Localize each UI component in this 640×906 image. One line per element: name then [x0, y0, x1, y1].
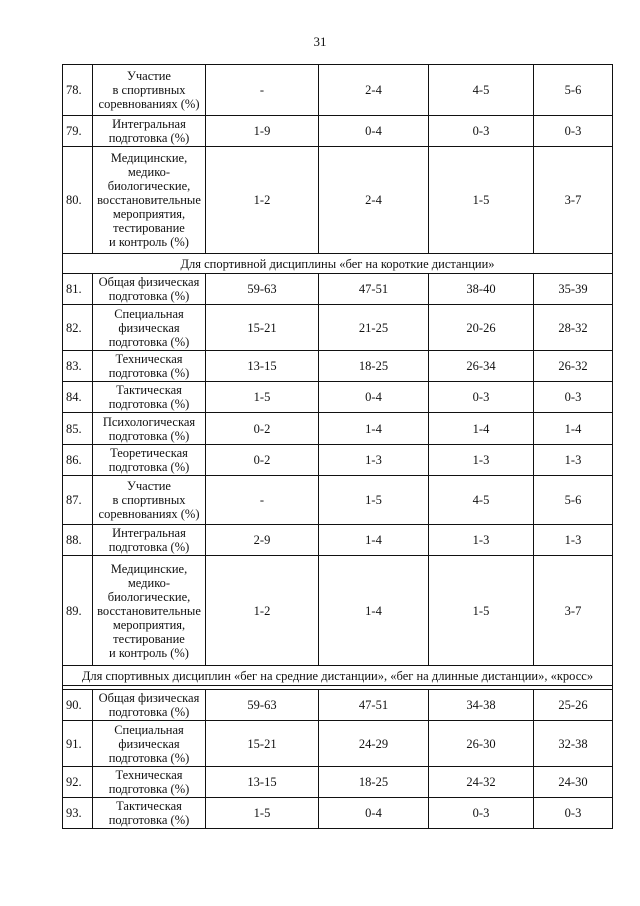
value-stage-1: 1-9 — [206, 116, 319, 147]
value-stage-1: 1-2 — [206, 147, 319, 254]
value-stage-1: 0-2 — [206, 413, 319, 445]
row-label: Психологическая подготовка (%) — [93, 413, 206, 445]
value-stage-1: - — [206, 65, 319, 116]
row-label: Участие в спортивных соревнованиях (%) — [93, 65, 206, 116]
value-stage-3: 0-3 — [429, 798, 534, 829]
value-stage-4: 0-3 — [534, 382, 613, 413]
value-stage-4: 32-38 — [534, 721, 613, 767]
row-number: 84. — [63, 382, 93, 413]
value-stage-2: 1-3 — [319, 445, 429, 476]
value-stage-3: 4-5 — [429, 476, 534, 525]
row-number: 86. — [63, 445, 93, 476]
table-row — [63, 690, 613, 721]
value-stage-2: 1-5 — [319, 476, 429, 525]
row-number: 93. — [63, 798, 93, 829]
value-stage-1: 2-9 — [206, 525, 319, 556]
row-number: 92. — [63, 767, 93, 798]
row-number: 83. — [63, 351, 93, 382]
training-ratio-table — [62, 64, 613, 829]
value-stage-3: 38-40 — [429, 274, 534, 305]
value-stage-2: 0-4 — [319, 116, 429, 147]
row-number: 88. — [63, 525, 93, 556]
table-row — [63, 274, 613, 305]
row-label: Медицинские, медико- биологические, восстановительные мероприятия, тестирование и контроль (%) — [93, 556, 206, 666]
value-stage-2: 24-29 — [319, 721, 429, 767]
row-number: 91. — [63, 721, 93, 767]
value-stage-4: 24-30 — [534, 767, 613, 798]
value-stage-1: 1-2 — [206, 556, 319, 666]
value-stage-4: 1-4 — [534, 413, 613, 445]
row-number: 78. — [63, 65, 93, 116]
value-stage-2: 47-51 — [319, 274, 429, 305]
value-stage-4: 1-3 — [534, 525, 613, 556]
value-stage-2: 18-25 — [319, 767, 429, 798]
value-stage-2: 1-4 — [319, 413, 429, 445]
table-row — [63, 382, 613, 413]
row-number: 79. — [63, 116, 93, 147]
table-row — [63, 476, 613, 525]
row-label: Участие в спортивных соревнованиях (%) — [93, 476, 206, 525]
value-stage-4: 35-39 — [534, 274, 613, 305]
value-stage-3: 1-4 — [429, 413, 534, 445]
row-label: Тактическая подготовка (%) — [93, 382, 206, 413]
value-stage-3: 1-5 — [429, 556, 534, 666]
value-stage-1: 15-21 — [206, 305, 319, 351]
row-number: 87. — [63, 476, 93, 525]
value-stage-4: 5-6 — [534, 65, 613, 116]
table-row — [63, 525, 613, 556]
value-stage-3: 34-38 — [429, 690, 534, 721]
row-label: Интегральная подготовка (%) — [93, 525, 206, 556]
value-stage-1: - — [206, 476, 319, 525]
value-stage-3: 24-32 — [429, 767, 534, 798]
value-stage-4: 3-7 — [534, 556, 613, 666]
row-number: 80. — [63, 147, 93, 254]
row-label: Специальная физическая подготовка (%) — [93, 721, 206, 767]
value-stage-1: 1-5 — [206, 382, 319, 413]
value-stage-3: 0-3 — [429, 116, 534, 147]
value-stage-1: 0-2 — [206, 445, 319, 476]
section-title: Для спортивных дисциплин «бег на средние дистанции», «бег на длинные дистанции», «кросс» — [63, 666, 613, 686]
row-label: Специальная физическая подготовка (%) — [93, 305, 206, 351]
table-row — [63, 351, 613, 382]
section-header — [63, 254, 613, 274]
value-stage-4: 25-26 — [534, 690, 613, 721]
value-stage-3: 26-34 — [429, 351, 534, 382]
table-row — [63, 116, 613, 147]
section-header — [63, 666, 613, 686]
table-row — [63, 556, 613, 666]
value-stage-2: 2-4 — [319, 147, 429, 254]
page-number: 31 — [313, 34, 327, 49]
value-stage-1: 59-63 — [206, 274, 319, 305]
value-stage-1: 15-21 — [206, 721, 319, 767]
row-label: Общая физическая подготовка (%) — [93, 274, 206, 305]
value-stage-3: 20-26 — [429, 305, 534, 351]
value-stage-4: 0-3 — [534, 798, 613, 829]
value-stage-4: 26-32 — [534, 351, 613, 382]
value-stage-4: 28-32 — [534, 305, 613, 351]
row-label: Медицинские, медико- биологические, восстановительные мероприятия, тестирование и контроль (%) — [93, 147, 206, 254]
row-number: 82. — [63, 305, 93, 351]
value-stage-4: 3-7 — [534, 147, 613, 254]
row-label: Теоретическая подготовка (%) — [93, 445, 206, 476]
row-number: 81. — [63, 274, 93, 305]
value-stage-2: 47-51 — [319, 690, 429, 721]
value-stage-2: 2-4 — [319, 65, 429, 116]
value-stage-2: 0-4 — [319, 798, 429, 829]
value-stage-2: 18-25 — [319, 351, 429, 382]
value-stage-2: 21-25 — [319, 305, 429, 351]
value-stage-1: 13-15 — [206, 767, 319, 798]
row-number: 90. — [63, 690, 93, 721]
section-title: Для спортивной дисциплины «бег на короткие дистанции» — [63, 254, 613, 274]
value-stage-3: 26-30 — [429, 721, 534, 767]
table-row — [63, 147, 613, 254]
row-label: Интегральная подготовка (%) — [93, 116, 206, 147]
value-stage-2: 1-4 — [319, 525, 429, 556]
table-row — [63, 305, 613, 351]
row-label: Тактическая подготовка (%) — [93, 798, 206, 829]
table-row — [63, 413, 613, 445]
value-stage-3: 4-5 — [429, 65, 534, 116]
table-row — [63, 798, 613, 829]
row-label: Техническая подготовка (%) — [93, 351, 206, 382]
value-stage-2: 1-4 — [319, 556, 429, 666]
value-stage-1: 59-63 — [206, 690, 319, 721]
row-number: 85. — [63, 413, 93, 445]
row-label: Общая физическая подготовка (%) — [93, 690, 206, 721]
value-stage-2: 0-4 — [319, 382, 429, 413]
value-stage-1: 13-15 — [206, 351, 319, 382]
row-label: Техническая подготовка (%) — [93, 767, 206, 798]
table-row — [63, 721, 613, 767]
table-row — [63, 767, 613, 798]
table-row — [63, 445, 613, 476]
value-stage-3: 1-3 — [429, 525, 534, 556]
value-stage-4: 1-3 — [534, 445, 613, 476]
value-stage-4: 5-6 — [534, 476, 613, 525]
value-stage-1: 1-5 — [206, 798, 319, 829]
table-row — [63, 65, 613, 116]
value-stage-4: 0-3 — [534, 116, 613, 147]
value-stage-3: 1-3 — [429, 445, 534, 476]
value-stage-3: 0-3 — [429, 382, 534, 413]
value-stage-3: 1-5 — [429, 147, 534, 254]
row-number: 89. — [63, 556, 93, 666]
